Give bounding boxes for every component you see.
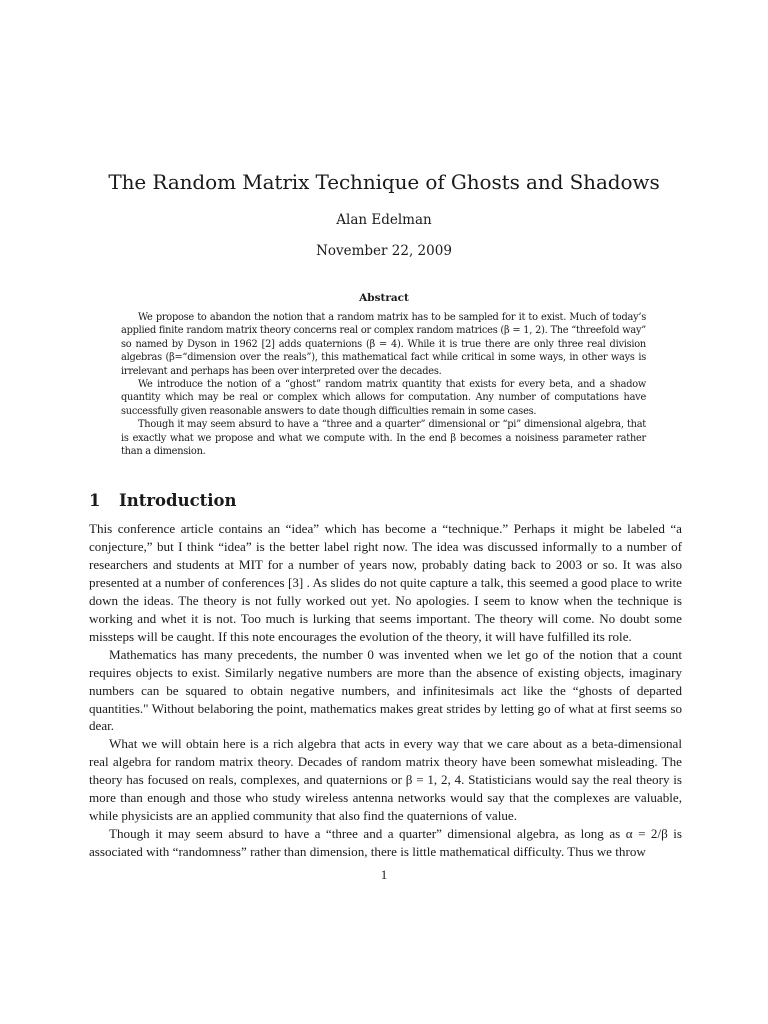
author-name: Alan Edelman [336,212,432,228]
body-paragraph: Mathematics has many precedents, the number 0 was invented when we let go of the notion that a count requires objects to exist. Similarly negative numbers are more than the absence of existing objects, imaginary numbers can be squared to obtain negative numbers, and infinitesimals act like the “ghosts of departed quantities." Without belaboring the point, mathematics makes great strides by letting go of what at first seems so dear. [89,646,682,734]
abstract-paragraph: We propose to abandon the notion that a random matrix has to be sampled for it to exist. Much of today’s applied finite random matrix theory concerns real or complex random matrices (β = 1, 2). The “threefold way” so named by Dyson in 1962 [2] adds quaternions (β = 4). While it is true there are only three real division algebras (β=“dimension over the reals”), this mathematical fact while critical in some ways, in other ways is irrelevant and perhaps has been over interpreted over the decades. [121,312,646,377]
abstract-paragraph: We introduce the notion of a “ghost” random matrix quantity that exists for every beta, and a shadow quantity which may be real or complex which allows for computation. Any number of computations have successfully given reasonable answers to date though difficulties remain in some cases. [121,379,646,417]
paper-title: The Random Matrix Technique of Ghosts and Shadows [108,170,660,194]
page-number: 1 [380,867,388,882]
section-body [89,520,682,861]
body-paragraph: What we will obtain here is a rich algebra that acts in every way that we care about as a beta-dimensional real algebra for random matrix theory. Decades of random matrix theory have been somewhat misleading. The theory has focused on reals, complexes, and quaternions or β = 1, 2, 4. Statisticians would say the real theory is more than enough and those who study wireless antenna networks would say that the complexes are valuable, while physicists are an applied community that also find the quaternions of value. [89,736,682,824]
section-title: Introduction [119,491,237,510]
section-number: 1 [89,491,101,510]
abstract-body [121,311,646,458]
abstract-paragraph: Though it may seem absurd to have a “three and a quarter” dimensional or “pi” dimensional algebra, that is exactly what we propose and what we compute with. In the end β becomes a noisiness parameter rather than a dimension. [121,419,646,458]
paper-date: November 22, 2009 [316,243,452,259]
body-paragraph: Though it may seem absurd to have a “three and a quarter” dimensional algebra, as long as α = 2/β is associated with “randomness” rather than dimension, there is little mathematical difficulty. Thus we throw [89,826,682,860]
body-paragraph: This conference article contains an “idea” which has become a “technique.” Perhaps it might be labeled “a conjecture,” but I think “idea” is the better label right now. The idea was discussed informally to a number of researchers and students at MIT for a number of years now, probably dating back to 2003 or so. It was also presented at a number of conferences [3] . As slides do not quite capture a talk, this seemed a good place to write down the ideas. The theory is not fully worked out yet. No apologies. I seem to know when the technique is working and whet it is not. Too much is lurking that seems important. The theory will come. No doubt some missteps will be caught. If this note encourages the evolution of the theory, it will have fulfilled its role. [89,521,682,644]
abstract-heading: Abstract [359,292,409,304]
section-heading [89,491,237,510]
